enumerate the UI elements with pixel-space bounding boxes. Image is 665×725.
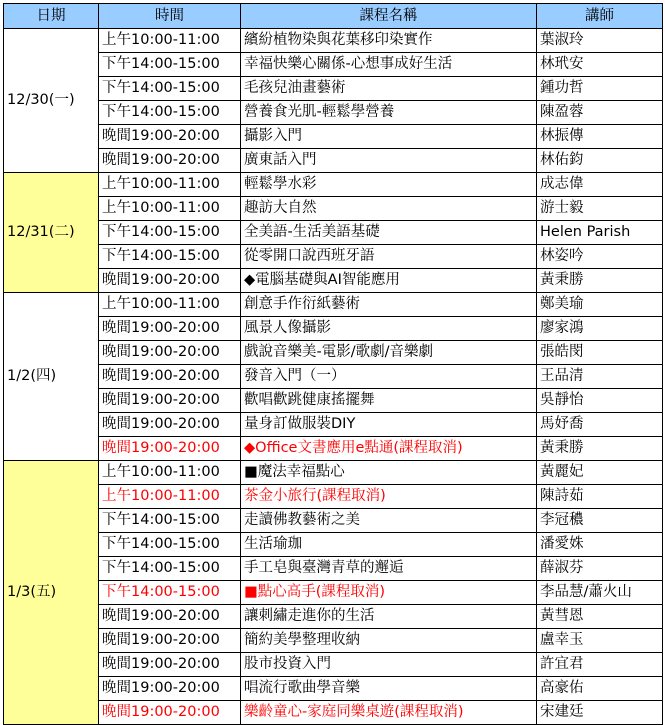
course-cell: 廣東話入門 — [241, 149, 537, 173]
time-cell: 晚間19:00-20:00 — [99, 149, 241, 173]
time-cell: 上午10:00-11:00 — [99, 197, 241, 221]
table-row — [4, 509, 663, 533]
course-cell: 量身訂做服裝DIY — [241, 413, 537, 437]
table-row — [4, 677, 663, 701]
teacher-cell: 林佑鈞 — [537, 149, 663, 173]
course-cell: 生活瑜珈 — [241, 533, 537, 557]
time-cell: 上午10:00-11:00 — [99, 29, 241, 53]
teacher-cell: 黃彗恩 — [537, 605, 663, 629]
teacher-cell: 林玳安 — [537, 53, 663, 77]
time-cell: 上午10:00-11:00 — [99, 461, 241, 485]
time-cell: 晚間19:00-20:00 — [99, 605, 241, 629]
course-cell: 攝影入門 — [241, 125, 537, 149]
course-cell: 全美語-生活美語基礎 — [241, 221, 537, 245]
course-cell: 簡約美學整理收納 — [241, 629, 537, 653]
table-row — [4, 365, 663, 389]
date-cell: 12/31(二) — [4, 173, 99, 293]
teacher-cell: 李品慧/蕭火山 — [537, 581, 663, 605]
course-cell: 戲說音樂美-電影/歌劇/音樂劇 — [241, 341, 537, 365]
table-row — [4, 173, 663, 197]
time-cell: 晚間19:00-20:00 — [99, 269, 241, 293]
teacher-cell: 許宜君 — [537, 653, 663, 677]
teacher-cell: 黃麗妃 — [537, 461, 663, 485]
table-row — [4, 269, 663, 293]
time-cell: 下午14:00-15:00 — [99, 221, 241, 245]
teacher-cell: 林姿吟 — [537, 245, 663, 269]
time-cell: 晚間19:00-20:00 — [99, 317, 241, 341]
course-cell: 營養食光肌-輕鬆學營養 — [241, 101, 537, 125]
time-cell: 下午14:00-15:00 — [99, 509, 241, 533]
course-cell: 從零開口說西班牙語 — [241, 245, 537, 269]
course-cell: ■魔法幸福點心 — [241, 461, 537, 485]
date-cell: 1/2(四) — [4, 293, 99, 461]
table-row — [4, 557, 663, 581]
time-cell: 下午14:00-15:00 — [99, 557, 241, 581]
time-cell: 晚間19:00-20:00 — [99, 365, 241, 389]
time-cell: 晚間19:00-20:00 — [99, 629, 241, 653]
header-time: 時間 — [99, 4, 241, 29]
teacher-cell: 馬妤喬 — [537, 413, 663, 437]
table-row — [4, 629, 663, 653]
course-cell: 茶金小旅行(課程取消) — [241, 485, 537, 509]
time-cell: 下午14:00-15:00 — [99, 101, 241, 125]
table-row — [4, 485, 663, 509]
table-row — [4, 389, 663, 413]
time-cell: 晚間19:00-20:00 — [99, 389, 241, 413]
teacher-cell: 鍾功哲 — [537, 77, 663, 101]
table-row — [4, 581, 663, 605]
teacher-cell: 葉淑玲 — [537, 29, 663, 53]
course-cell: 創意手作衍紙藝術 — [241, 293, 537, 317]
course-cell: 手工皂與臺灣青草的邂逅 — [241, 557, 537, 581]
time-cell: 晚間19:00-20:00 — [99, 701, 241, 725]
teacher-cell: 黃秉勝 — [537, 269, 663, 293]
table-row — [4, 293, 663, 317]
course-cell: 走讀佛教藝術之美 — [241, 509, 537, 533]
course-cell: 輕鬆學水彩 — [241, 173, 537, 197]
course-cell: 發音入門（一） — [241, 365, 537, 389]
teacher-cell: 成志偉 — [537, 173, 663, 197]
table-row — [4, 317, 663, 341]
course-cell: 毛孩兒油畫藝術 — [241, 77, 537, 101]
table-row — [4, 149, 663, 173]
time-cell: 晚間19:00-20:00 — [99, 677, 241, 701]
table-row — [4, 533, 663, 557]
time-cell: 晚間19:00-20:00 — [99, 125, 241, 149]
teacher-cell: 潘愛姝 — [537, 533, 663, 557]
header-row — [4, 4, 663, 29]
time-cell: 上午10:00-11:00 — [99, 173, 241, 197]
teacher-cell: 陳詩茹 — [537, 485, 663, 509]
table-row — [4, 101, 663, 125]
table-row — [4, 605, 663, 629]
time-cell: 晚間19:00-20:00 — [99, 653, 241, 677]
table-row — [4, 53, 663, 77]
time-cell: 晚間19:00-20:00 — [99, 341, 241, 365]
table-row — [4, 653, 663, 677]
teacher-cell: 宋建廷 — [537, 701, 663, 725]
teacher-cell: 廖家鴻 — [537, 317, 663, 341]
table-row — [4, 413, 663, 437]
table-row — [4, 341, 663, 365]
teacher-cell: 高豪佑 — [537, 677, 663, 701]
header-course: 課程名稱 — [241, 4, 537, 29]
schedule-body — [4, 29, 663, 725]
time-cell: 下午14:00-15:00 — [99, 53, 241, 77]
time-cell: 下午14:00-15:00 — [99, 533, 241, 557]
table-row — [4, 461, 663, 485]
course-cell: 股市投資入門 — [241, 653, 537, 677]
course-cell: ◆電腦基礎與AI智能應用 — [241, 269, 537, 293]
table-row — [4, 125, 663, 149]
time-cell: 晚間19:00-20:00 — [99, 413, 241, 437]
course-cell: 風景人像攝影 — [241, 317, 537, 341]
teacher-cell: 薛淑芬 — [537, 557, 663, 581]
course-cell: 繽紛植物染與花葉移印染實作 — [241, 29, 537, 53]
table-row — [4, 221, 663, 245]
teacher-cell: 李冠穠 — [537, 509, 663, 533]
table-row — [4, 197, 663, 221]
course-cell: 讓刺繡走進你的生活 — [241, 605, 537, 629]
header-teacher: 講師 — [537, 4, 663, 29]
table-row — [4, 245, 663, 269]
course-cell: ■點心高手(課程取消) — [241, 581, 537, 605]
time-cell: 下午14:00-15:00 — [99, 77, 241, 101]
header-date: 日期 — [4, 4, 99, 29]
table-row — [4, 77, 663, 101]
table-row — [4, 437, 663, 461]
schedule-table — [3, 3, 663, 725]
date-cell: 1/3(五) — [4, 461, 99, 725]
time-cell: 上午10:00-11:00 — [99, 485, 241, 509]
teacher-cell: 王品清 — [537, 365, 663, 389]
course-cell: 樂齡童心-家庭同樂桌遊(課程取消) — [241, 701, 537, 725]
course-cell: 幸福快樂心關係-心想事成好生活 — [241, 53, 537, 77]
course-cell: 唱流行歌曲學音樂 — [241, 677, 537, 701]
teacher-cell: 張皓閔 — [537, 341, 663, 365]
teacher-cell: 游士毅 — [537, 197, 663, 221]
course-cell: ◆Office文書應用e點通(課程取消) — [241, 437, 537, 461]
date-cell: 12/30(一) — [4, 29, 99, 173]
time-cell: 上午10:00-11:00 — [99, 293, 241, 317]
time-cell: 下午14:00-15:00 — [99, 581, 241, 605]
table-row — [4, 701, 663, 725]
time-cell: 晚間19:00-20:00 — [99, 437, 241, 461]
teacher-cell: 林振傳 — [537, 125, 663, 149]
table-row — [4, 29, 663, 53]
teacher-cell: Helen Parish — [537, 221, 663, 245]
teacher-cell: 陳盈蓉 — [537, 101, 663, 125]
teacher-cell: 鄭美瑜 — [537, 293, 663, 317]
course-cell: 歡唱歡跳健康搖擺舞 — [241, 389, 537, 413]
course-cell: 趣訪大自然 — [241, 197, 537, 221]
teacher-cell: 吳靜怡 — [537, 389, 663, 413]
time-cell: 下午14:00-15:00 — [99, 245, 241, 269]
teacher-cell: 盧幸玉 — [537, 629, 663, 653]
teacher-cell: 黃秉勝 — [537, 437, 663, 461]
